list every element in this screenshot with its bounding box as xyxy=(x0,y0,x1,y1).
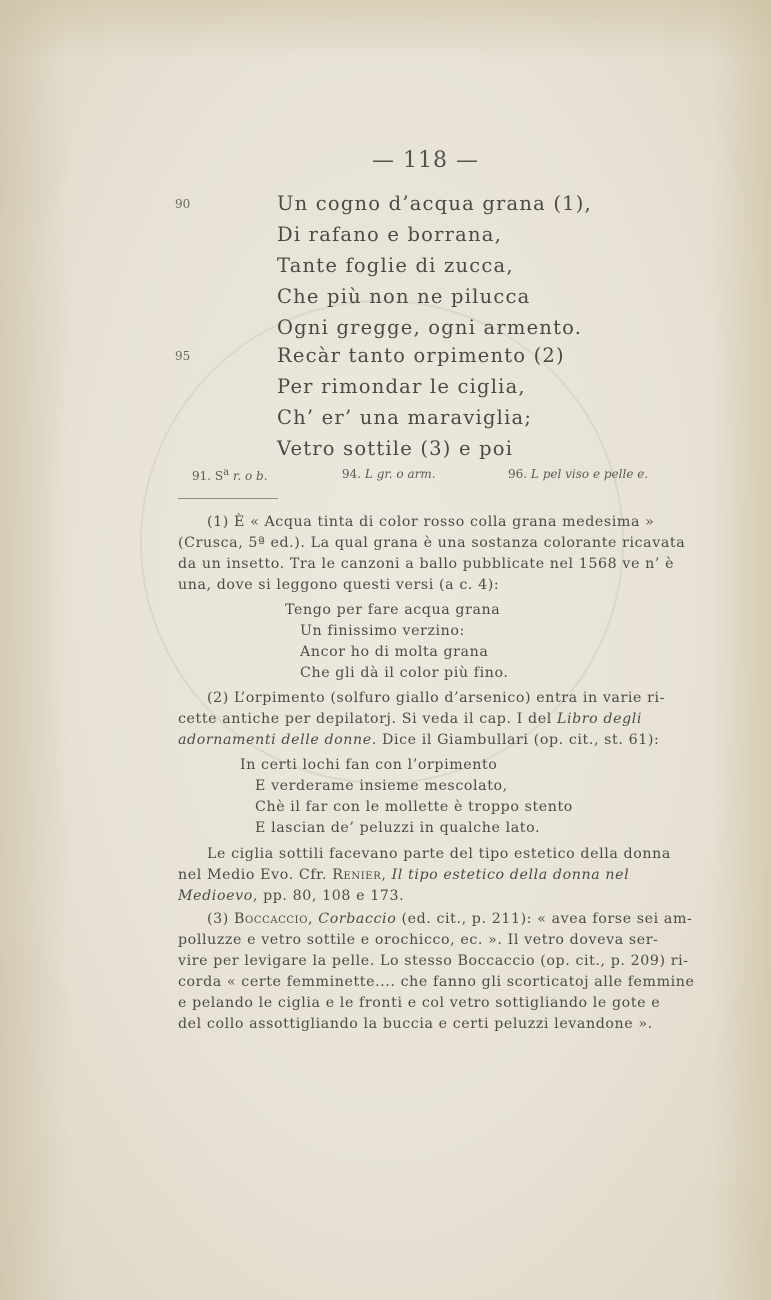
footnote-2-line: nel Medio Evo. Cfr. Renier, Il tipo estetico della donna nel xyxy=(178,867,630,883)
verse-line-number: 90 xyxy=(175,197,191,211)
footnote-3-line: polluzze e vetro sottile e orochicco, ec. ». Il vetro doveva ser- xyxy=(178,932,659,948)
footnote-2-quote: E verderame insieme mescolato, xyxy=(255,778,508,794)
footnote-3-line: vire per levigare la pelle. Lo stesso Boccaccio (op. cit., p. 209) ri- xyxy=(178,953,689,969)
footnote-3-line: corda « certe femminette.... che fanno gli scorticatoj alle femmine xyxy=(178,974,695,990)
footnote-2-line: (2) L’orpimento (solfuro giallo d’arsenico) entra in varie ri- xyxy=(207,690,666,706)
footnote-2-quote: In certi lochi fan con l’orpimento xyxy=(240,757,498,773)
footnote-3-line: del collo assottigliando la buccia e certi peluzzi levandone ». xyxy=(178,1016,653,1032)
footnote-2-line: Medioevo, pp. 80, 108 e 173. xyxy=(178,888,405,904)
verse-line: Ch’ er’ una maraviglia; xyxy=(277,406,533,429)
footnote-1-quote: Un finissimo verzino: xyxy=(300,623,465,639)
verse-line: Di rafano e borrana, xyxy=(277,223,502,246)
verse-line: Recàr tanto orpimento (2) xyxy=(277,344,565,367)
verse-line: Un cogno d’acqua grana (1), xyxy=(277,192,592,215)
footnote-1-line: (Crusca, 5ª ed.). La qual grana è una sostanza colorante ricavata xyxy=(178,535,686,551)
page-edge-right xyxy=(711,0,771,1300)
variant-reading: 91. $S^a$ r. o b. xyxy=(192,467,268,483)
page-edge-top xyxy=(0,0,771,60)
footnote-3-line: e pelando le ciglia e le fronti e col vetro sottigliando le gote e xyxy=(178,995,661,1011)
verse-line: Vetro sottile (3) e poi xyxy=(277,437,514,460)
footnote-separator xyxy=(178,498,278,499)
verse-line: Tante foglie di zucca, xyxy=(277,254,514,277)
footnote-1-quote: Che gli dà il color più fino. xyxy=(300,665,509,681)
variant-reading: 96. L pel viso e pelle e. xyxy=(508,467,649,481)
footnote-2-quote: Chè il far con le mollette è troppo stento xyxy=(255,799,573,815)
footnote-1-quote: Ancor ho di molta grana xyxy=(300,644,489,660)
verse-line: Che più non ne pilucca xyxy=(277,285,531,308)
verse-line-number: 95 xyxy=(175,349,191,363)
verse-line: Per rimondar le ciglia, xyxy=(277,375,526,398)
page-edge-left xyxy=(0,0,70,1300)
footnote-1-line: una, dove si leggono questi versi (a c. 4): xyxy=(178,577,500,593)
footnote-2-line: Le ciglia sottili facevano parte del tipo estetico della donna xyxy=(207,846,671,862)
footnote-1-quote: Tengo per fare acqua grana xyxy=(285,602,501,618)
footnote-1-line: (1) È « Acqua tinta di color rosso colla grana medesima » xyxy=(207,514,655,530)
variant-reading: 94. L gr. o arm. xyxy=(342,467,436,481)
footnote-2-line: adornamenti delle donne. Dice il Giambullari (op. cit., st. 61): xyxy=(178,732,660,748)
verse-line: Ogni gregge, ogni armento. xyxy=(277,316,583,339)
page-number: — 118 — xyxy=(372,148,479,173)
footnote-3-line: (3) Boccaccio, Corbaccio (ed. cit., p. 211): « avea forse sei am- xyxy=(207,911,693,927)
footnote-1-line: da un insetto. Tra le canzoni a ballo pubblicate nel 1568 ve n’ è xyxy=(178,556,675,572)
footnote-2-line: cette antiche per depilatorj. Si veda il cap. I del Libro degli xyxy=(178,711,643,727)
footnote-2-quote: E lascian de’ peluzzi in qualche lato. xyxy=(255,820,541,836)
